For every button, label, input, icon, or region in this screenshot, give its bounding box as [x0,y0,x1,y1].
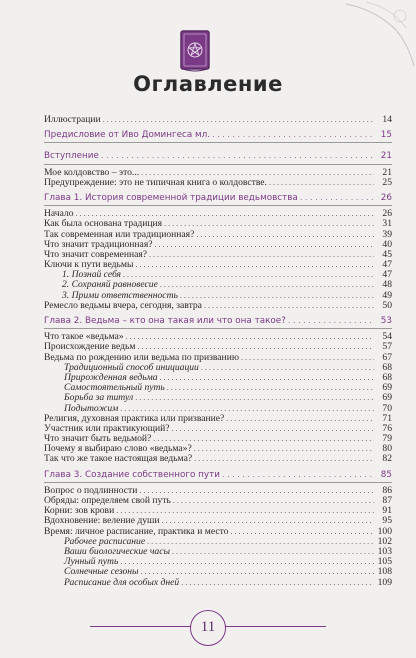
toc-entry-title: Глава 1. История современной традиции ведьмовства [44,192,298,203]
page-number: 11 [190,610,226,646]
toc-entry-page: 80 [382,443,392,455]
toc-entry [44,342,392,352]
toc-entry-page: 95 [382,515,392,527]
table-of-contents [44,115,392,588]
toc-chapter-entry [44,151,392,161]
toc-leader-dots [194,444,374,454]
toc-leader-dots [120,404,374,414]
toc-entry-page: 70 [382,402,392,414]
toc-leader-dots [172,424,374,434]
toc-entry [44,260,392,270]
toc-entry-page: 69 [382,382,392,394]
toc-entry-page: 47 [382,269,392,281]
toc-entry [44,486,392,496]
toc-leader-dots [180,291,374,301]
toc-leader-dots [173,496,374,506]
toc-entry-title: Вдохновение: веление души [44,516,160,527]
toc-entry-page: 25 [382,176,392,188]
toc-entry-title: Ведьма по рождению или ведьма по призванию [44,352,239,363]
toc-leader-dots [222,470,374,480]
toc-entry-page: 87 [382,495,392,506]
toc-entry-title: Что значит быть ведьмой? [44,434,152,445]
toc-entry [44,404,392,414]
toc-entry-title: Ваши биологические часы [64,546,170,557]
toc-entry-title: Мое колдовство – это... [44,167,140,178]
toc-entry-title: Религия, духовная практика или призвание? [44,413,225,424]
toc-entry [44,373,392,383]
toc-leader-dots [147,537,374,547]
toc-leader-dots [196,230,374,240]
toc-entry-page: 85 [380,469,392,480]
toc-entry [44,414,392,424]
toc-entry [44,454,392,464]
toc-entry-page: 47 [382,259,392,271]
toc-leader-dots [126,332,374,342]
toc-entry-page: 49 [382,289,392,301]
toc-entry-page: 48 [382,279,392,291]
page-footer [0,610,416,646]
toc-leader-dots [212,130,374,140]
toc-chapter-entry [44,470,392,480]
toc-leader-dots [167,383,374,393]
toc-leader-dots [123,270,374,280]
toc-entry-title: Ремесло ведьмы вчера, сегодня, завтра [44,300,202,311]
toc-leader-dots [116,506,374,516]
toc-entry-page: 103 [377,545,392,557]
toc-leader-dots [241,353,374,363]
toc-entry-page: 57 [382,341,392,353]
toc-entry-title: Происхождение ведьм [44,342,136,353]
toc-entry-page: 26 [382,208,392,220]
toc-leader-dots [135,393,374,403]
toc-entry [44,383,392,393]
toc-entry [44,496,392,506]
toc-entry-page: 67 [382,351,392,363]
toc-leader-dots [230,527,374,537]
toc-entry-title: Так современная или традиционная? [44,229,195,240]
toc-entry [44,270,392,280]
toc-entry [44,393,392,403]
toc-leader-dots [149,250,374,260]
toc-entry [44,280,392,290]
toc-entry-title: Начало [44,209,74,220]
toc-entry [44,424,392,434]
toc-entry [44,168,392,178]
toc-leader-dots [141,168,374,178]
toc-leader-dots [141,567,374,577]
toc-entry-title: Борьба за титул [64,393,134,404]
toc-entry-title: Солнечные сезоны [64,567,139,578]
toc-leader-dots [103,115,374,125]
toc-leader-dots [76,209,374,219]
pentagram-book-icon [176,28,214,74]
toc-leader-dots [269,178,374,188]
toc-entry [44,537,392,547]
chapter-divider [44,142,392,143]
toc-entry-page: 54 [382,331,392,343]
toc-entry [44,578,392,588]
toc-entry-page: 21 [382,166,392,178]
toc-entry-page: 50 [382,299,392,311]
toc-leader-dots [139,486,374,496]
toc-entry-title: Время: личное расписание, практика и место [44,526,229,537]
toc-entry [44,444,392,454]
chapter-divider [44,205,392,206]
toc-leader-dots [101,151,374,161]
toc-entry-title: Глава 2. Ведьма – кто она такая или что она такое? [44,316,286,326]
toc-entry-page: 53 [380,316,392,326]
toc-entry-page: 86 [382,484,392,496]
toc-entry-title: Рабочее расписание [64,536,146,547]
toc-leader-dots [201,363,374,373]
toc-entry-title: Лунный путь [64,557,119,568]
toc-entry [44,434,392,444]
toc-entry-page: 71 [382,412,392,424]
toc-entry-title: Вопрос о подлинности [44,485,138,496]
toc-leader-dots [160,373,374,383]
toc-entry-title: Так что же такое настоящая ведьма? [44,454,193,465]
toc-entry-title: Прирожденная ведьма [64,372,158,383]
toc-leader-dots [181,578,374,588]
toc-entry-title: Предисловие от Иво Домингеса мл. [44,130,211,141]
toc-entry-title: Расписание для особых дней [64,577,180,588]
toc-entry-page: 109 [377,576,392,588]
toc-entry-page: 39 [382,228,392,240]
toc-entry-title: Что значит современная? [44,249,148,260]
toc-entry-page: 14 [382,114,392,125]
toc-entry [44,178,392,188]
toc-entry-title: 3. Прими ответственность [62,290,178,301]
toc-entry [44,516,392,526]
chapter-divider [44,482,392,483]
toc-entry-title: 1. Познай себя [62,270,121,281]
toc-entry-title: Обряды: определяем свой путь [44,496,171,506]
toc-entry [44,353,392,363]
toc-entry [44,209,392,219]
toc-entry-title: Участник или практикующий? [44,423,170,434]
toc-entry-title: Глава 3. Создание собственного пути [44,469,220,480]
toc-entry [44,291,392,301]
toc-entry-title: Как была основана традиция [44,219,163,230]
toc-entry [44,301,392,311]
toc-leader-dots [135,260,374,270]
toc-chapter-entry [44,130,392,140]
toc-entry-title: Традиционный способ инициации [64,362,199,373]
toc-entry-title: Подытожим [64,403,119,414]
toc-entry-page: 68 [382,371,392,383]
chapter-divider [44,164,392,165]
page-title: Оглавление [133,72,283,96]
toc-entry-page: 91 [382,505,392,517]
toc-entry-page: 76 [382,422,392,434]
toc-entry-page: 45 [382,248,392,260]
toc-entry-page: 21 [380,151,392,162]
toc-entry-title: Вступление [44,151,99,162]
toc-entry-page: 82 [382,453,392,465]
toc-entry-page: 68 [382,361,392,373]
toc-leader-dots [153,434,374,444]
toc-leader-dots [137,342,374,352]
toc-entry-title: Что такое «ведьма» [44,332,124,343]
toc-entry-page: 31 [382,218,392,230]
toc-entry [44,547,392,557]
toc-entry [44,219,392,229]
toc-entry-title: Почему я выбираю слово «ведьма»? [44,444,192,455]
toc-leader-dots [226,414,374,424]
footer-ornament-right [218,626,326,627]
toc-entry-page: 15 [380,130,392,141]
chapter-divider [44,328,392,329]
toc-entry-title: Самостоятельный путь [64,383,165,394]
toc-leader-dots [300,193,374,203]
toc-leader-dots [172,547,374,557]
toc-entry-page: 105 [377,556,392,568]
toc-entry-title: Ключи к пути ведьмы [44,260,134,271]
toc-entry-title: 2. Сохраняй равновесие [62,280,158,291]
toc-leader-dots [194,454,374,464]
toc-leader-dots [162,516,374,526]
toc-leader-dots [160,280,374,290]
toc-leader-dots [120,557,374,567]
toc-entry-title: Предупреждение: это не типичная книга о колдовстве. [44,177,267,188]
toc-entry-title: Корни: зов крови [44,506,115,517]
toc-entry-title: Что значит традиционная? [44,239,153,250]
toc-entry-page: 26 [380,192,392,203]
toc-entry [44,115,392,125]
toc-entry-page: 108 [377,566,392,578]
toc-chapter-entry [44,193,392,203]
toc-entry [44,567,392,577]
toc-leader-dots [204,301,374,311]
toc-entry [44,527,392,537]
toc-entry-title: Иллюстрации [44,115,101,125]
toc-entry [44,250,392,260]
toc-entry [44,230,392,240]
toc-leader-dots [164,219,374,229]
toc-chapter-entry [44,316,392,326]
toc-entry-page: 102 [377,535,392,547]
toc-entry-page: 79 [382,433,392,445]
corner-ornament [336,0,416,70]
toc-entry [44,506,392,516]
footer-ornament-left [90,626,198,627]
toc-entry [44,240,392,250]
toc-leader-dots [155,240,375,250]
toc-leader-dots [288,316,374,326]
toc-entry-page: 40 [382,238,392,250]
toc-entry [44,363,392,373]
toc-entry [44,557,392,567]
toc-entry-page: 100 [377,525,392,537]
toc-entry [44,332,392,342]
toc-entry-page: 69 [382,392,392,404]
